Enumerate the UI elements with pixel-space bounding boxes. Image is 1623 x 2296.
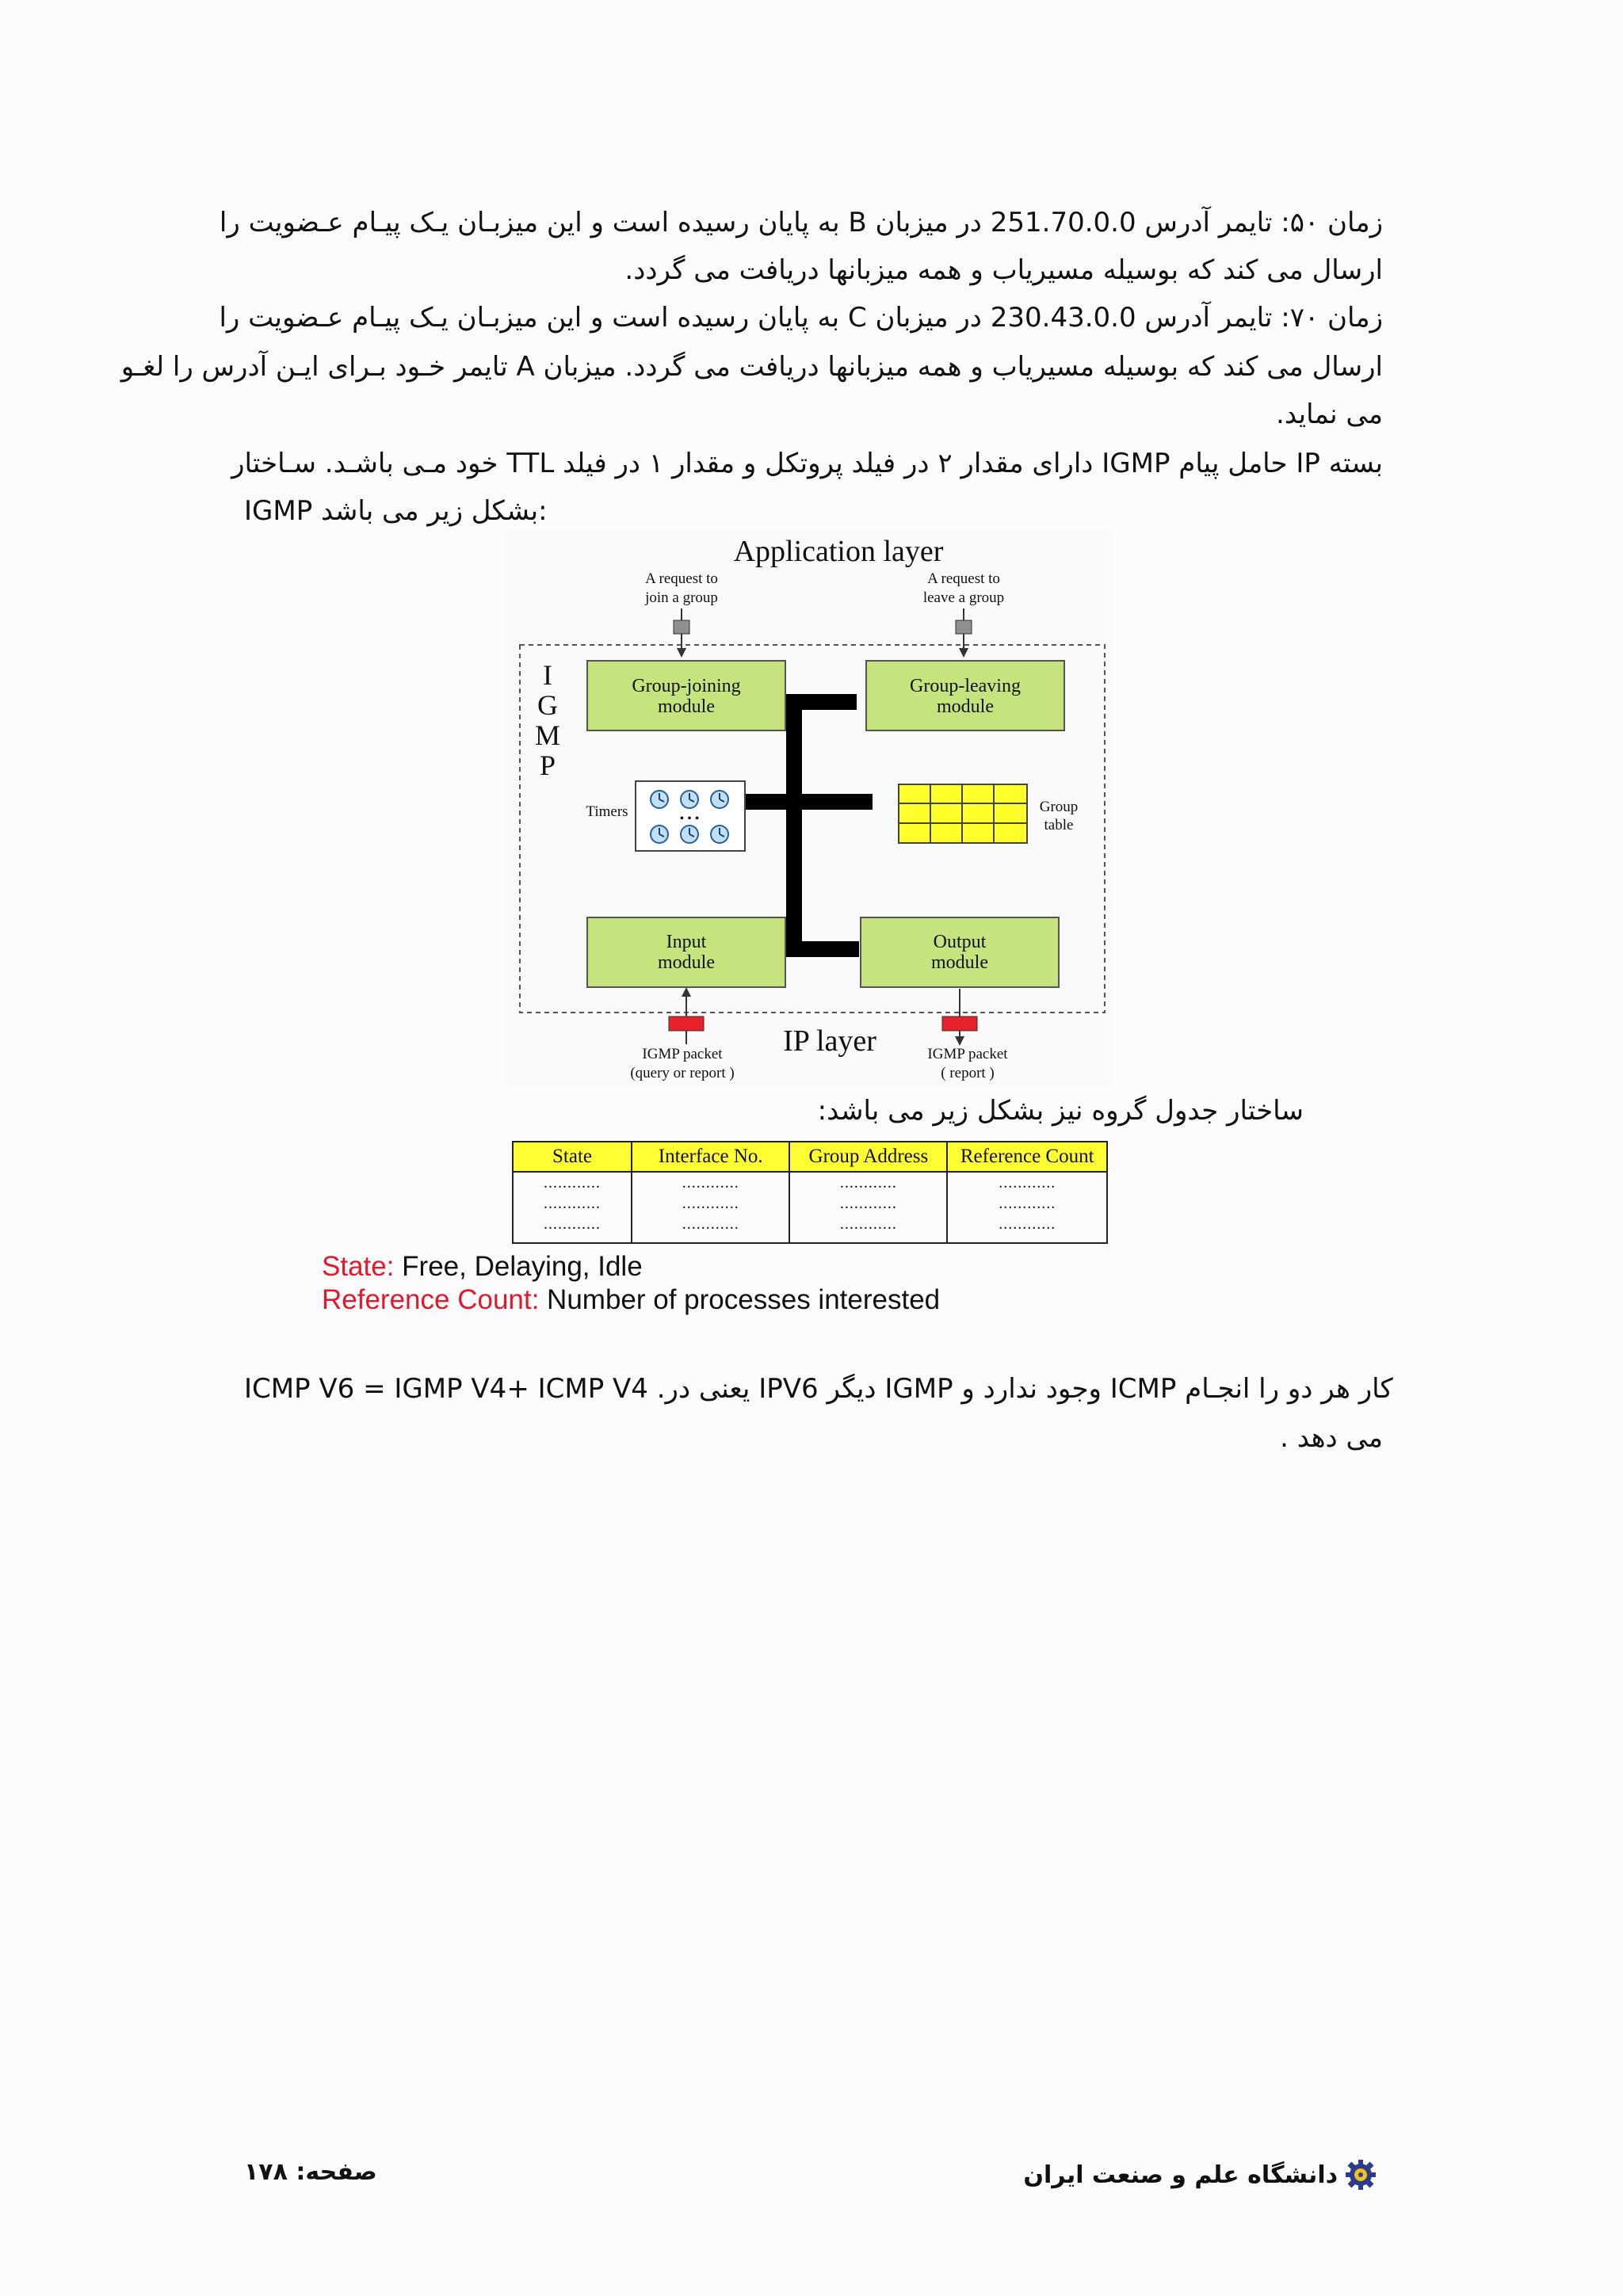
- output-packet-connector: [942, 989, 977, 1046]
- reference-count-note-key: Reference Count:: [322, 1284, 540, 1315]
- join-request-connector: [674, 608, 689, 658]
- input-module-label-2: module: [658, 952, 715, 973]
- state-note-value: Free, Delaying, Idle: [394, 1251, 643, 1282]
- leave-request-connector: [956, 608, 972, 658]
- reference-count-note: [322, 1283, 940, 1317]
- input-packet-label-1: IGMP packet: [642, 1046, 723, 1062]
- footer-page-label: صفحه:: [296, 2158, 377, 2186]
- leave-request-line2: leave a group: [922, 589, 1005, 606]
- table-cell: ............: [632, 1172, 789, 1193]
- igmp-side-letter-m: M: [534, 719, 561, 751]
- group-table-caption: ساختار جدول گروه نیز بشکل زیر می باشد:: [817, 1095, 1304, 1127]
- join-request-line1: A request to: [645, 570, 718, 587]
- footer-university: [1023, 2158, 1377, 2191]
- group-table-header-reference-count: Reference Count: [947, 1142, 1107, 1172]
- igmp-side-letter-i: I: [543, 659, 552, 691]
- para2-line1: زمان ۷۰: تایمر آدرس 230.43.0.0 در میزبان C به پایان رسیده است و این میزبـان یـک پیـام عـضویت را: [219, 302, 1383, 334]
- input-module-label-1: Input: [666, 932, 707, 952]
- output-module-label-1: Output: [933, 932, 987, 952]
- para3-line2: IGMP بشکل زیر می باشد:: [244, 495, 548, 527]
- para1-line2: ارسال می کند که بوسیله مسیریاب و همه میزبانها دریافت می گردد.: [624, 254, 1383, 286]
- table-row: [513, 1214, 1107, 1243]
- table-cell: ............: [947, 1172, 1107, 1193]
- group-joining-label-2: module: [658, 696, 715, 717]
- state-note-key: State:: [322, 1251, 395, 1282]
- para2-line2: ارسال می کند که بوسیله مسیریاب و همه میزبانها دریافت می گردد. میزبان A تایمر خـود بـرای ایـن آدرس را لغـو: [120, 351, 1383, 383]
- footer-university-name: دانشگاه علم و صنعت ایران: [1023, 2161, 1338, 2189]
- igmp-structure-diagram: [504, 529, 1113, 1088]
- timers-ellipsis: • • •: [679, 812, 700, 826]
- group-leaving-label-2: module: [937, 696, 994, 717]
- footer-page-value: ۱۷۸: [244, 2158, 288, 2186]
- final-para-line2: می دهد .: [1280, 1422, 1383, 1454]
- table-cell: ............: [789, 1214, 947, 1243]
- group-table-graphic: [899, 784, 1027, 843]
- group-leaving-label-1: Group-leaving: [910, 676, 1021, 696]
- table-cell: ............: [513, 1214, 632, 1243]
- output-module-label-2: module: [931, 952, 988, 973]
- final-para-line1: ICMP V6 = IGMP V4+ ICMP V4 .یعنی در IPV6 دیگر IGMP وجود ندارد و ICMP کار هر دو را انجـام: [244, 1373, 1393, 1405]
- output-packet-label-1: IGMP packet: [927, 1046, 1008, 1062]
- footer-page-number: [244, 2158, 377, 2186]
- table-cell: ............: [789, 1193, 947, 1214]
- group-table: [512, 1141, 1108, 1244]
- leave-request-line1: A request to: [927, 570, 1000, 587]
- application-layer-title: Application layer: [733, 535, 944, 568]
- table-cell: ............: [947, 1193, 1107, 1214]
- table-cell: ............: [513, 1193, 632, 1214]
- table-row: [513, 1193, 1107, 1214]
- input-packet-label-2: (query or report ): [630, 1065, 735, 1081]
- igmp-side-letter-p: P: [539, 749, 556, 781]
- table-cell: ............: [513, 1172, 632, 1193]
- group-table-header-interface: Interface No.: [632, 1142, 789, 1172]
- timers-label: Timers: [586, 803, 628, 820]
- para2-line3: می نماید.: [1276, 399, 1383, 430]
- university-logo-icon: [1344, 2158, 1377, 2191]
- para3-line1: بسته IP حامل پیام IGMP دارای مقدار ۲ در فیلد پروتکل و مقدار ۱ در فیلد TTL خود مـی باشـد. سـاختار: [231, 448, 1383, 479]
- table-cell: ............: [789, 1172, 947, 1193]
- group-table-header-state: State: [513, 1142, 632, 1172]
- igmp-side-letter-g: G: [537, 689, 558, 721]
- reference-count-note-value: Number of processes interested: [539, 1284, 941, 1315]
- output-packet-label-2: ( report ): [941, 1065, 995, 1081]
- input-packet-connector: [669, 987, 704, 1044]
- group-table-header-group-address: Group Address: [789, 1142, 947, 1172]
- ip-layer-title: IP layer: [783, 1024, 876, 1058]
- group-table-label-1: Group: [1039, 799, 1079, 815]
- group-table-label-2: table: [1044, 817, 1074, 833]
- table-cell: ............: [632, 1214, 789, 1243]
- table-row: [513, 1172, 1107, 1193]
- join-request-line2: join a group: [645, 589, 718, 606]
- table-cell: ............: [632, 1193, 789, 1214]
- table-cell: ............: [947, 1214, 1107, 1243]
- para1-line1: زمان ۵۰: تایمر آدرس 251.70.0.0 در میزبان B به پایان رسیده است و این میزبـان یـک پیـام عـضویت را: [219, 207, 1383, 238]
- state-note: [322, 1250, 643, 1283]
- group-joining-label-1: Group-joining: [632, 676, 741, 696]
